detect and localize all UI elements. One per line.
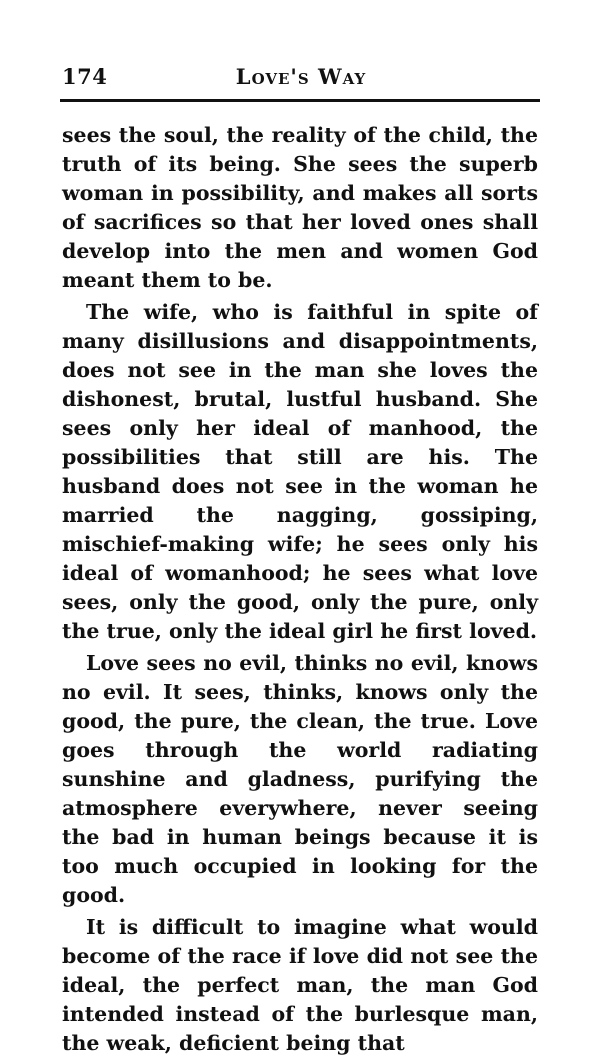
page-header [62, 64, 540, 94]
paragraph-1: sees the soul, the reality of the child, the truth of its being. She sees the superb woman in possibility, and makes all sorts of sacrifices so that her loved ones shall develop into the men and women God meant them to be. [62, 123, 538, 292]
page-number: 174 [62, 64, 108, 89]
paragraph-2: The wife, who is faithful in spite of many disillusions and disappointments, does not see in the man she loves the dishonest, brutal, lustful husband. She sees only her ideal of manhood, the possibilities that still are his. The husband does not see in the woman he married the nagging, gossiping, mischief-making wife; he sees only his ideal of womanhood; he sees what love sees, only the good, only the pure, only the true, only the ideal girl he first loved. [62, 300, 538, 643]
running-title: Love's Way [235, 64, 367, 89]
body-text [62, 121, 538, 1061]
header-rule [60, 99, 540, 102]
paragraph-3: Love sees no evil, thinks no evil, knows no evil. It sees, thinks, knows only the good, the pure, the clean, the true. Love goes through the world radiating sunshine and gladness, purifying the atmosphere everywhere, never seeing the bad in human beings because it is too much occupied in looking for the good. [62, 651, 538, 907]
paragraph-4: It is difficult to imagine what would become of the race if love did not see the ideal, the perfect man, the man God intended instead of the burlesque man, the weak, deficient being that [62, 915, 538, 1055]
